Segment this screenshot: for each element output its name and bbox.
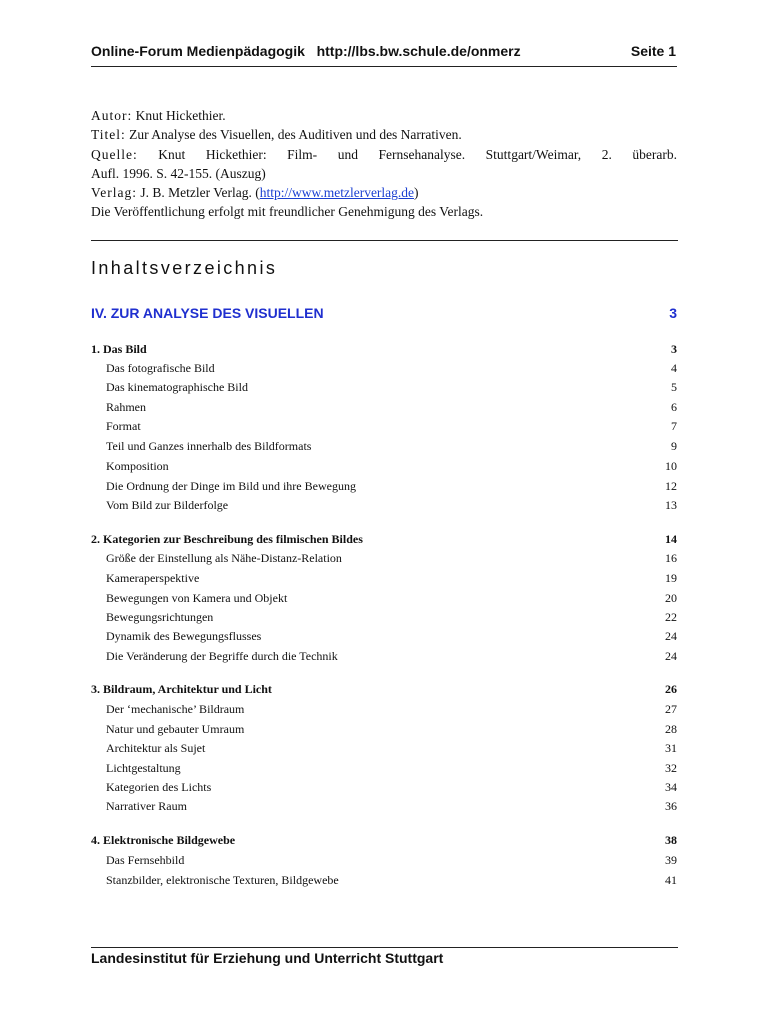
toc-section-entry[interactable] — [91, 398, 677, 416]
toc-entry-label: 3. Bildraum, Architektur und Licht — [91, 682, 272, 696]
toc-entry-label: Bewegungsrichtungen — [106, 610, 214, 624]
toc-chapter-entry[interactable] — [91, 831, 677, 849]
toc-entry-label: Die Veränderung der Begriffe durch die Technik — [106, 649, 338, 663]
toc-section-entry[interactable] — [91, 457, 677, 475]
toc-section-entry[interactable] — [91, 549, 677, 567]
toc-entry-label: Teil und Ganzes innerhalb des Bildformats — [106, 439, 312, 453]
toc-entry-page: 39 — [665, 853, 677, 867]
toc-entry-page: 7 — [671, 419, 677, 433]
toc-section-entry[interactable] — [91, 589, 677, 607]
toc-entry-label: Format — [106, 419, 141, 433]
publisher-line — [91, 183, 677, 202]
toc-entry-label: Das kinematographische Bild — [106, 380, 248, 394]
toc-entry-label: Stanzbilder, elektronische Texturen, Bildgewebe — [106, 873, 339, 887]
author-label: Autor: — [91, 108, 133, 123]
toc-entry-page: 12 — [665, 479, 677, 493]
permission-line: Die Veröffentlichung erfolgt mit freundlicher Genehmigung des Verlags. — [91, 204, 484, 220]
header-title: Online-Forum Medienpädagogik http://lbs.bw.schule.de/onmerz — [91, 43, 521, 59]
toc-section-entry[interactable] — [91, 569, 677, 587]
toc-entry-page: 28 — [665, 722, 677, 736]
title-label: Titel: — [91, 127, 126, 143]
toc-section-entry[interactable] — [91, 851, 677, 869]
toc-entry-page: 6 — [671, 400, 677, 414]
toc-section-entry[interactable] — [91, 778, 677, 796]
publisher-label: Verlag: — [91, 185, 137, 201]
toc-entry-page: 31 — [665, 741, 677, 755]
toc-chapter-entry[interactable] — [91, 680, 677, 698]
toc-part-entry[interactable] — [91, 305, 677, 321]
publisher-link[interactable]: http://www.metzlerverlag.de — [259, 185, 415, 201]
toc-section-entry[interactable] — [91, 797, 677, 815]
title-value: Zur Analyse des Visuellen, des Auditiven und des Narrativen. — [125, 127, 462, 143]
toc-chapter-entry[interactable] — [91, 530, 677, 548]
toc-entry-label: Rahmen — [106, 400, 146, 414]
source-line — [91, 145, 677, 164]
toc-part-title: IV. ZUR ANALYSE DES VISUELLEN — [91, 305, 324, 321]
toc-entry-label: Das fotografische Bild — [106, 361, 215, 375]
toc-entry-page: 9 — [671, 439, 677, 453]
page-header — [91, 40, 677, 67]
toc-entry-label: Narrativer Raum — [106, 799, 187, 813]
section-divider — [91, 240, 678, 241]
toc-section-entry[interactable] — [91, 417, 677, 435]
toc-entry-label: 1. Das Bild — [91, 342, 147, 356]
toc-entry-page: 16 — [665, 551, 677, 565]
source-label: Quelle: — [91, 146, 138, 162]
source-value: Knut Hickethier: Film- und Fernsehanalyse. Stuttgart/Weimar, 2. überarb. — [137, 146, 677, 162]
toc-section-entry[interactable] — [91, 608, 677, 626]
toc-section-entry[interactable] — [91, 759, 677, 777]
author-line — [91, 106, 677, 125]
toc-section-entry[interactable] — [91, 647, 677, 665]
author-value: Knut Hickethier. — [132, 108, 226, 123]
toc-entry-label: Größe der Einstellung als Nähe-Distanz-Relation — [106, 551, 342, 565]
toc-section-entry[interactable] — [91, 871, 677, 889]
toc-section-entry[interactable] — [91, 437, 677, 455]
toc-entry-page: 14 — [665, 532, 677, 546]
document-metadata — [91, 106, 677, 222]
toc-entry-label: 2. Kategorien zur Beschreibung des filmischen Bildes — [91, 532, 363, 546]
toc-entry-page: 10 — [665, 459, 677, 473]
toc-entry-page: 26 — [665, 682, 677, 696]
toc-entry-label: Lichtgestaltung — [106, 761, 181, 775]
toc-entry-label: 4. Elektronische Bildgewebe — [91, 833, 236, 847]
toc-entry-label: Vom Bild zur Bilderfolge — [106, 498, 229, 512]
toc-entry-page: 27 — [665, 702, 677, 716]
toc-entry-page: 22 — [665, 610, 677, 624]
toc-heading: Inhaltsverzeichnis — [91, 258, 278, 278]
toc-entry-page: 41 — [665, 873, 677, 887]
toc-part-page: 3 — [669, 305, 677, 321]
toc-entry-page: 13 — [665, 498, 677, 512]
toc-section-entry[interactable] — [91, 496, 677, 514]
toc-entry-label: Komposition — [106, 459, 169, 473]
toc-entry-page: 38 — [665, 833, 677, 847]
footer-divider — [91, 947, 678, 948]
toc-entry-label: Das Fernsehbild — [106, 853, 185, 867]
source-line-2: Aufl. 1996. S. 42-155. (Auszug) — [91, 165, 266, 181]
toc-entry-page: 4 — [671, 361, 677, 375]
toc-chapter-entry[interactable] — [91, 340, 677, 358]
toc-entry-page: 24 — [665, 649, 677, 663]
toc-entry-page: 3 — [671, 342, 677, 356]
toc-entry-page: 36 — [665, 799, 677, 813]
footer-text: Landesinstitut für Erziehung und Unterricht Stuttgart — [91, 950, 444, 966]
toc-section-entry[interactable] — [91, 477, 677, 495]
toc-section-entry[interactable] — [91, 700, 677, 718]
toc-entry-page: 24 — [665, 629, 677, 643]
title-line — [91, 125, 677, 144]
toc-section-entry[interactable] — [91, 720, 677, 738]
publisher-value: J. B. Metzler Verlag. ( — [136, 185, 260, 201]
toc-section-entry[interactable] — [91, 739, 677, 757]
toc-entry-label: Bewegungen von Kamera und Objekt — [106, 591, 288, 605]
toc-entry-label: Natur und gebauter Umraum — [106, 722, 245, 736]
toc-entry-label: Die Ordnung der Dinge im Bild und ihre Bewegung — [106, 479, 356, 493]
toc-entry-page: 5 — [671, 380, 677, 394]
toc-entry-label: Dynamik des Bewegungsflusses — [106, 629, 262, 643]
toc-entry-label: Der ‘mechanische’ Bildraum — [106, 702, 245, 716]
toc-entry-page: 20 — [665, 591, 677, 605]
toc-entry-label: Kameraperspektive — [106, 571, 200, 585]
toc-section-entry[interactable] — [91, 627, 677, 645]
publisher-end: ) — [414, 185, 419, 201]
toc-entry-page: 32 — [665, 761, 677, 775]
toc-section-entry[interactable] — [91, 359, 677, 377]
toc-entry-label: Architektur als Sujet — [106, 741, 206, 755]
toc-section-entry[interactable] — [91, 378, 677, 396]
header-page-number: Seite 1 — [630, 43, 676, 59]
toc-entry-page: 19 — [665, 571, 677, 585]
toc-entry-page: 34 — [665, 780, 677, 794]
toc-entry-label: Kategorien des Lichts — [106, 780, 212, 794]
